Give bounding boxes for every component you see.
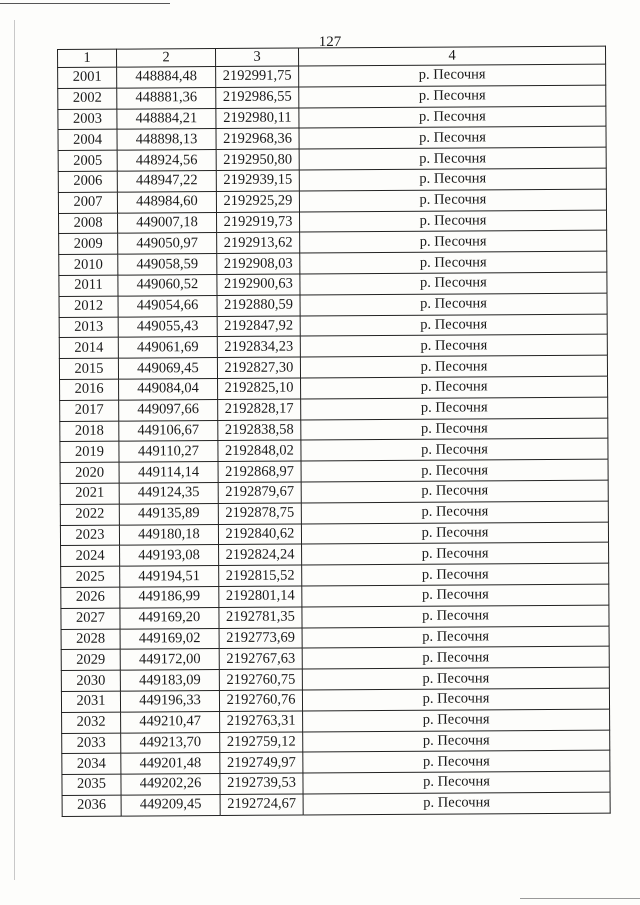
point-number-cell: 2019 <box>60 441 119 462</box>
object-name-cell: р. Песочня <box>301 480 608 503</box>
object-name-cell: р. Песочня <box>301 397 608 420</box>
coordinate-y-cell: 2192880,59 <box>217 295 300 316</box>
coordinate-x-cell: 448881,36 <box>117 87 216 108</box>
coordinate-x-cell: 449194,51 <box>120 566 219 587</box>
coordinate-x-cell: 449007,18 <box>118 212 217 233</box>
point-number-cell: 2021 <box>60 483 119 504</box>
coordinate-x-cell: 448984,60 <box>117 191 216 212</box>
coordinate-y-cell: 2192815,52 <box>219 565 302 586</box>
object-name-cell: р. Песочня <box>302 563 609 586</box>
coordinate-y-cell: 2192879,67 <box>218 482 301 503</box>
coordinate-y-cell: 2192950,80 <box>216 149 299 170</box>
coordinate-x-cell: 449193,08 <box>120 545 219 566</box>
coordinate-x-cell: 448884,21 <box>117 108 216 129</box>
object-name-cell: р. Песочня <box>302 667 609 690</box>
object-name-cell: р. Песочня <box>302 605 609 628</box>
coordinate-y-cell: 2192925,29 <box>216 191 299 212</box>
point-number-cell: 2001 <box>58 67 117 88</box>
scan-edge-line <box>0 3 170 4</box>
coordinate-y-cell: 2192939,15 <box>216 170 299 191</box>
object-name-cell: р. Песочня <box>301 376 608 399</box>
coordinate-y-cell: 2192913,62 <box>217 232 300 253</box>
coordinate-y-cell: 2192900,63 <box>217 274 300 295</box>
coordinate-y-cell: 2192878,75 <box>218 503 301 524</box>
object-name-cell: р. Песочня <box>299 127 606 150</box>
coordinate-y-cell: 2192773,69 <box>219 628 302 649</box>
coordinate-x-cell: 449209,45 <box>121 794 220 815</box>
coordinate-x-cell: 449050,97 <box>118 233 217 254</box>
point-number-cell: 2014 <box>59 337 118 358</box>
scan-margin-line <box>14 20 15 880</box>
point-number-cell: 2008 <box>59 213 118 234</box>
coordinate-x-cell: 449210,47 <box>121 711 220 732</box>
table-body <box>58 64 611 816</box>
object-name-cell: р. Песочня <box>300 293 607 316</box>
coordinate-y-cell: 2192749,97 <box>220 752 303 773</box>
coordinate-y-cell: 2192838,58 <box>218 420 301 441</box>
column-header: 2 <box>117 49 216 68</box>
point-number-cell: 2013 <box>59 317 118 338</box>
point-number-cell: 2004 <box>58 130 117 151</box>
coordinate-y-cell: 2192834,23 <box>217 336 300 357</box>
coordinate-y-cell: 2192767,63 <box>219 648 302 669</box>
object-name-cell: р. Песочня <box>300 231 607 254</box>
coordinate-y-cell: 2192919,73 <box>216 212 299 233</box>
point-number-cell: 2020 <box>60 462 119 483</box>
coordinate-x-cell: 449135,89 <box>119 503 218 524</box>
point-number-cell: 2003 <box>58 109 117 130</box>
point-number-cell: 2018 <box>60 421 119 442</box>
coordinate-x-cell: 449169,02 <box>120 628 219 649</box>
coordinate-y-cell: 2192968,36 <box>216 128 299 149</box>
column-header: 4 <box>298 46 605 66</box>
object-name-cell: р. Песочня <box>299 210 606 233</box>
object-name-cell: р. Песочня <box>301 438 608 461</box>
point-number-cell: 2027 <box>61 608 120 629</box>
point-number-cell: 2024 <box>61 545 120 566</box>
object-name-cell: р. Песочня <box>301 418 608 441</box>
object-name-cell: р. Песочня <box>300 251 607 274</box>
coordinate-y-cell: 2192828,17 <box>218 399 301 420</box>
coordinate-y-cell: 2192847,92 <box>217 316 300 337</box>
coordinate-y-cell: 2192980,11 <box>216 108 299 129</box>
coordinate-x-cell: 449060,52 <box>118 274 217 295</box>
coordinate-y-cell: 2192801,14 <box>219 586 302 607</box>
point-number-cell: 2006 <box>58 171 117 192</box>
object-name-cell: р. Песочня <box>301 522 608 545</box>
coordinate-x-cell: 449169,20 <box>120 607 219 628</box>
object-name-cell: р. Песочня <box>299 106 606 129</box>
coordinate-y-cell: 2192868,97 <box>218 461 301 482</box>
object-name-cell: р. Песочня <box>303 730 610 753</box>
point-number-cell: 2035 <box>62 774 121 795</box>
coordinate-x-cell: 448884,48 <box>117 67 216 88</box>
coordinate-x-cell: 449054,66 <box>118 295 217 316</box>
coordinate-x-cell: 449061,69 <box>118 337 217 358</box>
coordinate-x-cell: 449202,26 <box>121 774 220 795</box>
object-name-cell: р. Песочня <box>302 584 609 607</box>
object-name-cell: р. Песочня <box>299 147 606 170</box>
object-name-cell: р. Песочня <box>303 792 610 815</box>
point-number-cell: 2009 <box>59 234 118 255</box>
coordinate-y-cell: 2192908,03 <box>217 253 300 274</box>
point-number-cell: 2033 <box>62 733 121 754</box>
coordinate-y-cell: 2192827,30 <box>217 357 300 378</box>
object-name-cell: р. Песочня <box>299 64 606 87</box>
coordinate-y-cell: 2192824,24 <box>219 544 302 565</box>
object-name-cell: р. Песочня <box>300 355 607 378</box>
object-name-cell: р. Песочня <box>299 189 606 212</box>
point-number-cell: 2011 <box>59 275 118 296</box>
coordinate-x-cell: 449172,00 <box>120 649 219 670</box>
coordinate-x-cell: 449106,67 <box>119 420 218 441</box>
point-number-cell: 2025 <box>61 566 120 587</box>
object-name-cell: р. Песочня <box>302 646 609 669</box>
coordinate-x-cell: 449114,14 <box>119 462 218 483</box>
coordinate-x-cell: 448947,22 <box>117 171 216 192</box>
object-name-cell: р. Песочня <box>300 335 607 358</box>
coordinate-x-cell: 449124,35 <box>119 482 218 503</box>
coordinate-x-cell: 449213,70 <box>121 732 220 753</box>
coordinate-x-cell: 449097,66 <box>119 399 218 420</box>
point-number-cell: 2031 <box>61 691 120 712</box>
column-header: 1 <box>58 49 117 67</box>
coordinate-x-cell: 449180,18 <box>119 524 218 545</box>
point-number-cell: 2002 <box>58 88 117 109</box>
point-number-cell: 2030 <box>61 670 120 691</box>
point-number-cell: 2034 <box>62 753 121 774</box>
coordinate-y-cell: 2192840,62 <box>218 524 301 545</box>
coordinate-y-cell: 2192739,53 <box>220 773 303 794</box>
coordinates-table <box>57 46 611 817</box>
coordinate-x-cell: 449069,45 <box>118 358 217 379</box>
point-number-cell: 2029 <box>61 649 120 670</box>
object-name-cell: р. Песочня <box>299 85 606 108</box>
table-row <box>62 792 610 816</box>
coordinate-y-cell: 2192760,76 <box>219 690 302 711</box>
coordinate-x-cell: 448924,56 <box>117 150 216 171</box>
object-name-cell: р. Песочня <box>300 272 607 295</box>
coordinate-y-cell: 2192724,67 <box>220 794 303 815</box>
object-name-cell: р. Песочня <box>299 168 606 191</box>
coordinate-x-cell: 449201,48 <box>121 753 220 774</box>
point-number-cell: 2023 <box>60 525 119 546</box>
coordinate-x-cell: 448898,13 <box>117 129 216 150</box>
point-number-cell: 2012 <box>59 296 118 317</box>
object-name-cell: р. Песочня <box>301 459 608 482</box>
object-name-cell: р. Песочня <box>302 688 609 711</box>
coordinate-y-cell: 2192763,31 <box>220 711 303 732</box>
point-number-cell: 2026 <box>61 587 120 608</box>
coordinate-x-cell: 449058,59 <box>118 254 217 275</box>
page-number: 127 <box>318 34 342 50</box>
point-number-cell: 2017 <box>60 400 119 421</box>
point-number-cell: 2032 <box>62 712 121 733</box>
point-number-cell: 2010 <box>59 254 118 275</box>
point-number-cell: 2022 <box>60 504 119 525</box>
coordinate-y-cell: 2192825,10 <box>218 378 301 399</box>
coordinate-y-cell: 2192991,75 <box>216 66 299 87</box>
object-name-cell: р. Песочня <box>302 626 609 649</box>
coordinate-y-cell: 2192760,75 <box>219 669 302 690</box>
coordinate-x-cell: 449110,27 <box>119 441 218 462</box>
object-name-cell: р. Песочня <box>303 771 610 794</box>
coordinate-y-cell: 2192848,02 <box>218 440 301 461</box>
object-name-cell: р. Песочня <box>302 542 609 565</box>
point-number-cell: 2005 <box>58 150 117 171</box>
coordinate-x-cell: 449196,33 <box>120 690 219 711</box>
column-header: 3 <box>216 48 299 67</box>
scan-edge-line <box>520 898 640 899</box>
coordinate-x-cell: 449055,43 <box>118 316 217 337</box>
object-name-cell: р. Песочня <box>300 314 607 337</box>
object-name-cell: р. Песочня <box>303 750 610 773</box>
coordinate-x-cell: 449183,09 <box>120 670 219 691</box>
point-number-cell: 2015 <box>59 358 118 379</box>
coordinate-y-cell: 2192781,35 <box>219 607 302 628</box>
object-name-cell: р. Песочня <box>303 709 610 732</box>
point-number-cell: 2028 <box>61 629 120 650</box>
point-number-cell: 2016 <box>60 379 119 400</box>
point-number-cell: 2036 <box>62 795 121 816</box>
object-name-cell: р. Песочня <box>301 501 608 524</box>
coordinate-x-cell: 449186,99 <box>120 586 219 607</box>
point-number-cell: 2007 <box>58 192 117 213</box>
coordinate-y-cell: 2192986,55 <box>216 87 299 108</box>
coordinate-y-cell: 2192759,12 <box>220 732 303 753</box>
coordinate-x-cell: 449084,04 <box>119 378 218 399</box>
